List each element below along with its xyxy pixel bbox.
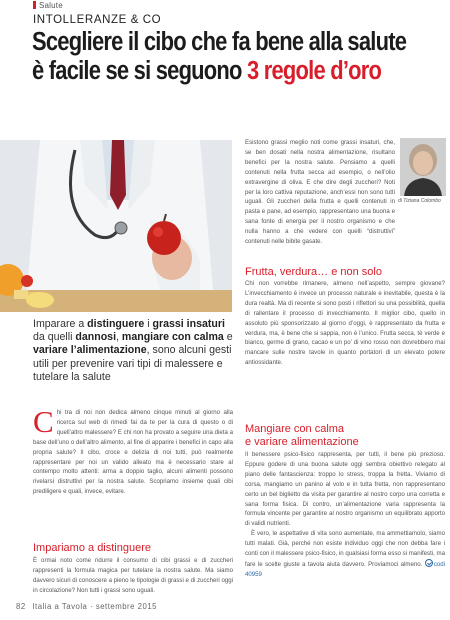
right-paragraph-2: Chi non vorrebbe rimanere, almeno nell’aspetto, sempre giovane? L’invecchiamento è invece un processo naturale e inevitabile, questa è la dura realtà. Ma di recente si sono posti i riflettori su una possibilità, quella di rallentare il processo di invecchiamento. Il miglior cibo, quello in assoluto più sponsorizzato al giorno d’oggi, è rappresentato da frutta e verdura, ma, è bene che si sappia, non è l’unico. Frutta secca, tè verde e bianco, germe di grano, cacao e un po’ di vino rosso non dovrebbero mai mancare sulle nostre tavole in quanto portatori di un elevato potere antiossidante. <box>245 280 445 367</box>
intro-bold: grassi insaturi <box>152 318 225 330</box>
doctor-apple-photo <box>0 140 232 312</box>
headline-highlight: 3 regole d’oro <box>247 57 382 85</box>
right-paragraph-4-text: È vero, le aspettative di vita sono aumentate, ma ammettiamolo, siamo tutti malati. Già, perché non esiste individuo oggi che non debba fare i conti con il malessere psico-fisico, in qualsiasi forma esso si manifesti, ma fare le scelte giuste a tavola aiuta davvero. Proviamoci almeno. <box>245 530 445 568</box>
left-paragraph-1: hi tra di noi non dedica almeno cinque minuti al giorno alla ricerca sul web di rimedi fai da te per la cura di questo o di quell’altro malessere? E chi non ha provato a seguire una dieta a base dell’uno o dell’altro alimento, al fine di apparire i benefici in capo alla propria salute? Il cibo, croce e delizia di noi tutti, può realmente rappresentare per noi un valido alleato ma è necessario stare al contempo molto attenti: arma a doppio taglio, alcuni alimenti possono rivelarsi distruttivi per la nostra salute. Scopriamo insieme quali cibi prediligere e quali, invece, evitare. <box>33 409 233 496</box>
section-tag: Salute <box>33 1 63 10</box>
left-paragraph-2: È ormai noto come ridurre il consumo di cibi grassi e di zuccheri rappresenti la formula magica per tutelare la nostra salute. Ma siamo davvero sicuri di conoscere a pieno le tipologie di grassi e di zuccheri oggi in circolazione? Non tutti i grassi sono uguali. <box>33 557 233 594</box>
intro-text: e <box>223 331 233 344</box>
code-reference[interactable]: codi 40959 <box>245 560 445 578</box>
intro-bold: mangiare con calma <box>121 331 224 344</box>
intro-text: i <box>144 318 153 330</box>
code-link-icon[interactable] <box>425 559 433 567</box>
author-caption: di Tiziana Colombo <box>398 198 441 204</box>
subhead-mangiare-line2: e variare alimentazione <box>245 435 359 448</box>
subhead-mangiare-line1: Mangiare con calma <box>245 423 345 435</box>
right-column-body-2 <box>245 279 445 368</box>
intro-text: , sono alcuni gesti utili per prevenire vari tipi di malessere e tutelare la salute <box>33 344 232 383</box>
right-paragraph-3: Il benessere psico-fisico rappresenta, per tutti, il bene più prezioso. Eppure godere di una buona salute oggi sembra obiettivo relegato al piano delle fantascienza: troppo lo stress, troppa la fretta. Viviamo di corsa, mangiamo un panino al volo e in tutta fretta, non rappresentano certo un bel biglietto da visita per garantire al nostro corpo una corretta e sana forma fisica. Di contro, un’alimentazione varia rappresenta la formula vincente per garantire al nostro organismo un equilibrato apporto di validi nutrienti. <box>245 451 445 528</box>
intro-text: da quelli <box>33 331 76 344</box>
drop-cap: C <box>33 404 54 439</box>
headline <box>32 28 445 86</box>
kicker: INTOLLERANZE & CO <box>33 14 162 26</box>
footer-publication: Italia a Tavola · settembre 2015 <box>32 602 158 611</box>
left-column-body <box>33 404 233 497</box>
intro-bold: dannosi <box>75 331 117 344</box>
headline-line1: Scegliere il cibo che fa bene alla salute <box>32 28 407 56</box>
intro-bold: distinguere <box>87 318 145 330</box>
page-number: 82 <box>16 602 26 611</box>
page-footer <box>16 602 157 611</box>
intro-bold: variare l’alimentazione <box>33 344 147 357</box>
intro-text: Imparare a <box>33 318 88 330</box>
right-column-body-1 <box>245 138 395 247</box>
subhead-distinguere: Impariamo a distinguere <box>33 542 152 554</box>
headline-line2: è facile se si seguono <box>32 57 247 85</box>
right-paragraph-4 <box>245 529 445 580</box>
subhead-frutta: Frutta, verdura… e non solo <box>245 266 382 278</box>
intro-text: , <box>116 331 122 344</box>
author-portrait <box>400 138 446 196</box>
right-column-body-3 <box>245 450 445 580</box>
subhead-mangiare <box>245 423 359 448</box>
doctor-illustration <box>0 140 232 312</box>
author-photo <box>400 138 446 196</box>
right-paragraph-1: Esistono grassi meglio noti come grassi insaturi, che, se ben dosati nella nostra alimentazione, risultano benefici per la nostra salute. Pensiamo a quelli contenuti nella frutta secca ad esempio, o nell’olio extravergine di oliva. E che dire degli zuccheri? Noti per la loro cattiva reputazione, anch’essi non sono tutti uguali. Gli zuccheri della frutta e quelli contenuti in pasta e pane, ad esempio, rappresentano una buona e sana fonte di energia per il nostro organismo e che nulla hanno a che vedere con quelli “distruttivi” contenuti nelle bibite gasate. <box>245 139 395 246</box>
left-column-body-2 <box>33 556 233 596</box>
apple <box>147 221 181 255</box>
intro-lead <box>33 318 233 384</box>
